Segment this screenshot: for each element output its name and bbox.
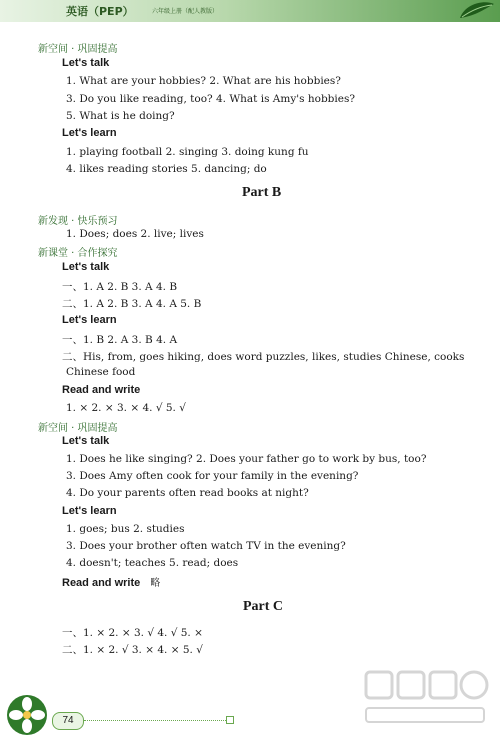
section-heading [38,244,118,259]
line-text: Part C [243,599,284,614]
answer-line [66,93,355,105]
line-text: 1. playing football 2. singing 3. doing kung fu [66,146,309,158]
answer-line [66,163,267,175]
subsection-heading [62,435,109,447]
line-text: 1. What are your hobbies? 2. What are his hobbies? [66,75,341,87]
line-text: 二、1. × 2. √ 3. × 4. × 5. √ [62,644,203,656]
line-text: 新空间 · 巩固提高 [38,423,118,434]
answer-line [62,642,203,657]
line-text: 4. likes reading stories 5. dancing; do [66,163,267,175]
subsection-heading [62,574,160,589]
page-header [0,0,500,22]
inline-note: 略 [150,578,161,589]
answer-line [66,146,309,158]
answer-line [66,75,341,87]
line-text: Let's talk [62,261,110,273]
header-title: 英语（PEP） [66,5,134,18]
line-text: Chinese food [66,366,136,378]
line-text: 3. Does Amy often cook for your family in the evening? [66,470,359,482]
line-text: Let's talk [62,435,110,447]
line-text: Read and write [62,384,141,396]
subsection-heading [62,57,109,69]
line-text: 一、1. B 2. A 3. B 4. A [62,334,178,346]
section-heading [38,40,118,55]
line-text: 1. Does he like singing? 2. Does your father go to work by bus, too? [66,453,427,465]
line-text: 4. Do your parents often read books at night? [66,487,309,499]
line-text: 3. Do you like reading, too? 4. What is Amy's hobbies? [66,93,355,105]
line-text: Read and write [62,577,141,589]
line-text: Let's talk [62,57,110,69]
part-heading [243,599,283,615]
answer-line [66,366,135,378]
section-heading [38,419,118,434]
line-text: 一、1. A 2. B 3. A 4. B [62,281,178,293]
footer-marker [226,716,234,724]
line-text: Let's learn [62,505,117,517]
watermark-logo [360,666,490,730]
line-text: 新课堂 · 合作探究 [38,248,118,259]
answer-line [66,523,185,535]
leaf-icon [456,0,496,22]
line-text: 3. Does your brother often watch TV in the evening? [66,540,346,552]
line-text: 5. What is he doing? [66,110,175,122]
line-text: Let's learn [62,127,117,139]
answer-line [62,296,201,311]
line-text: 1. goes; bus 2. studies [66,523,185,535]
line-text: 新空间 · 巩固提高 [38,44,118,55]
line-text: 二、His, from, goes hiking, does word puzzles, likes, studies Chinese, cooks [62,351,465,363]
answer-line [62,349,464,364]
line-text: 新发现 · 快乐预习 [38,216,118,227]
line-text: 4. doesn't; teaches 5. read; does [66,557,239,569]
subsection-heading [62,261,109,273]
flower-icon [4,694,50,736]
line-text: 1. × 2. × 3. × 4. √ 5. √ [66,402,186,414]
answer-line [62,332,177,347]
answer-line [66,402,186,414]
part-heading [242,185,281,201]
answer-line [62,625,203,640]
answer-line [66,557,238,569]
subsection-heading [62,127,117,139]
section-heading [38,212,118,227]
answer-line [66,487,309,499]
line-text: 二、1. A 2. B 3. A 4. A 5. B [62,298,202,310]
subsection-heading [62,314,117,326]
line-text: Let's learn [62,314,117,326]
subsection-heading [62,505,117,517]
footer-divider [84,720,226,721]
line-text: Part B [242,185,282,200]
subsection-heading [62,384,140,396]
line-text: 1. Does; does 2. live; lives [66,228,204,240]
answer-line [66,228,204,240]
answer-line [66,453,426,465]
answer-line [66,110,175,122]
answer-line [66,470,358,482]
answer-line [66,540,346,552]
answer-line [62,279,177,294]
line-text: 一、1. × 2. × 3. √ 4. √ 5. × [62,627,203,639]
page-number: 74 [52,712,84,730]
header-subtitle: 六年级上册（配人教版） [152,8,219,15]
